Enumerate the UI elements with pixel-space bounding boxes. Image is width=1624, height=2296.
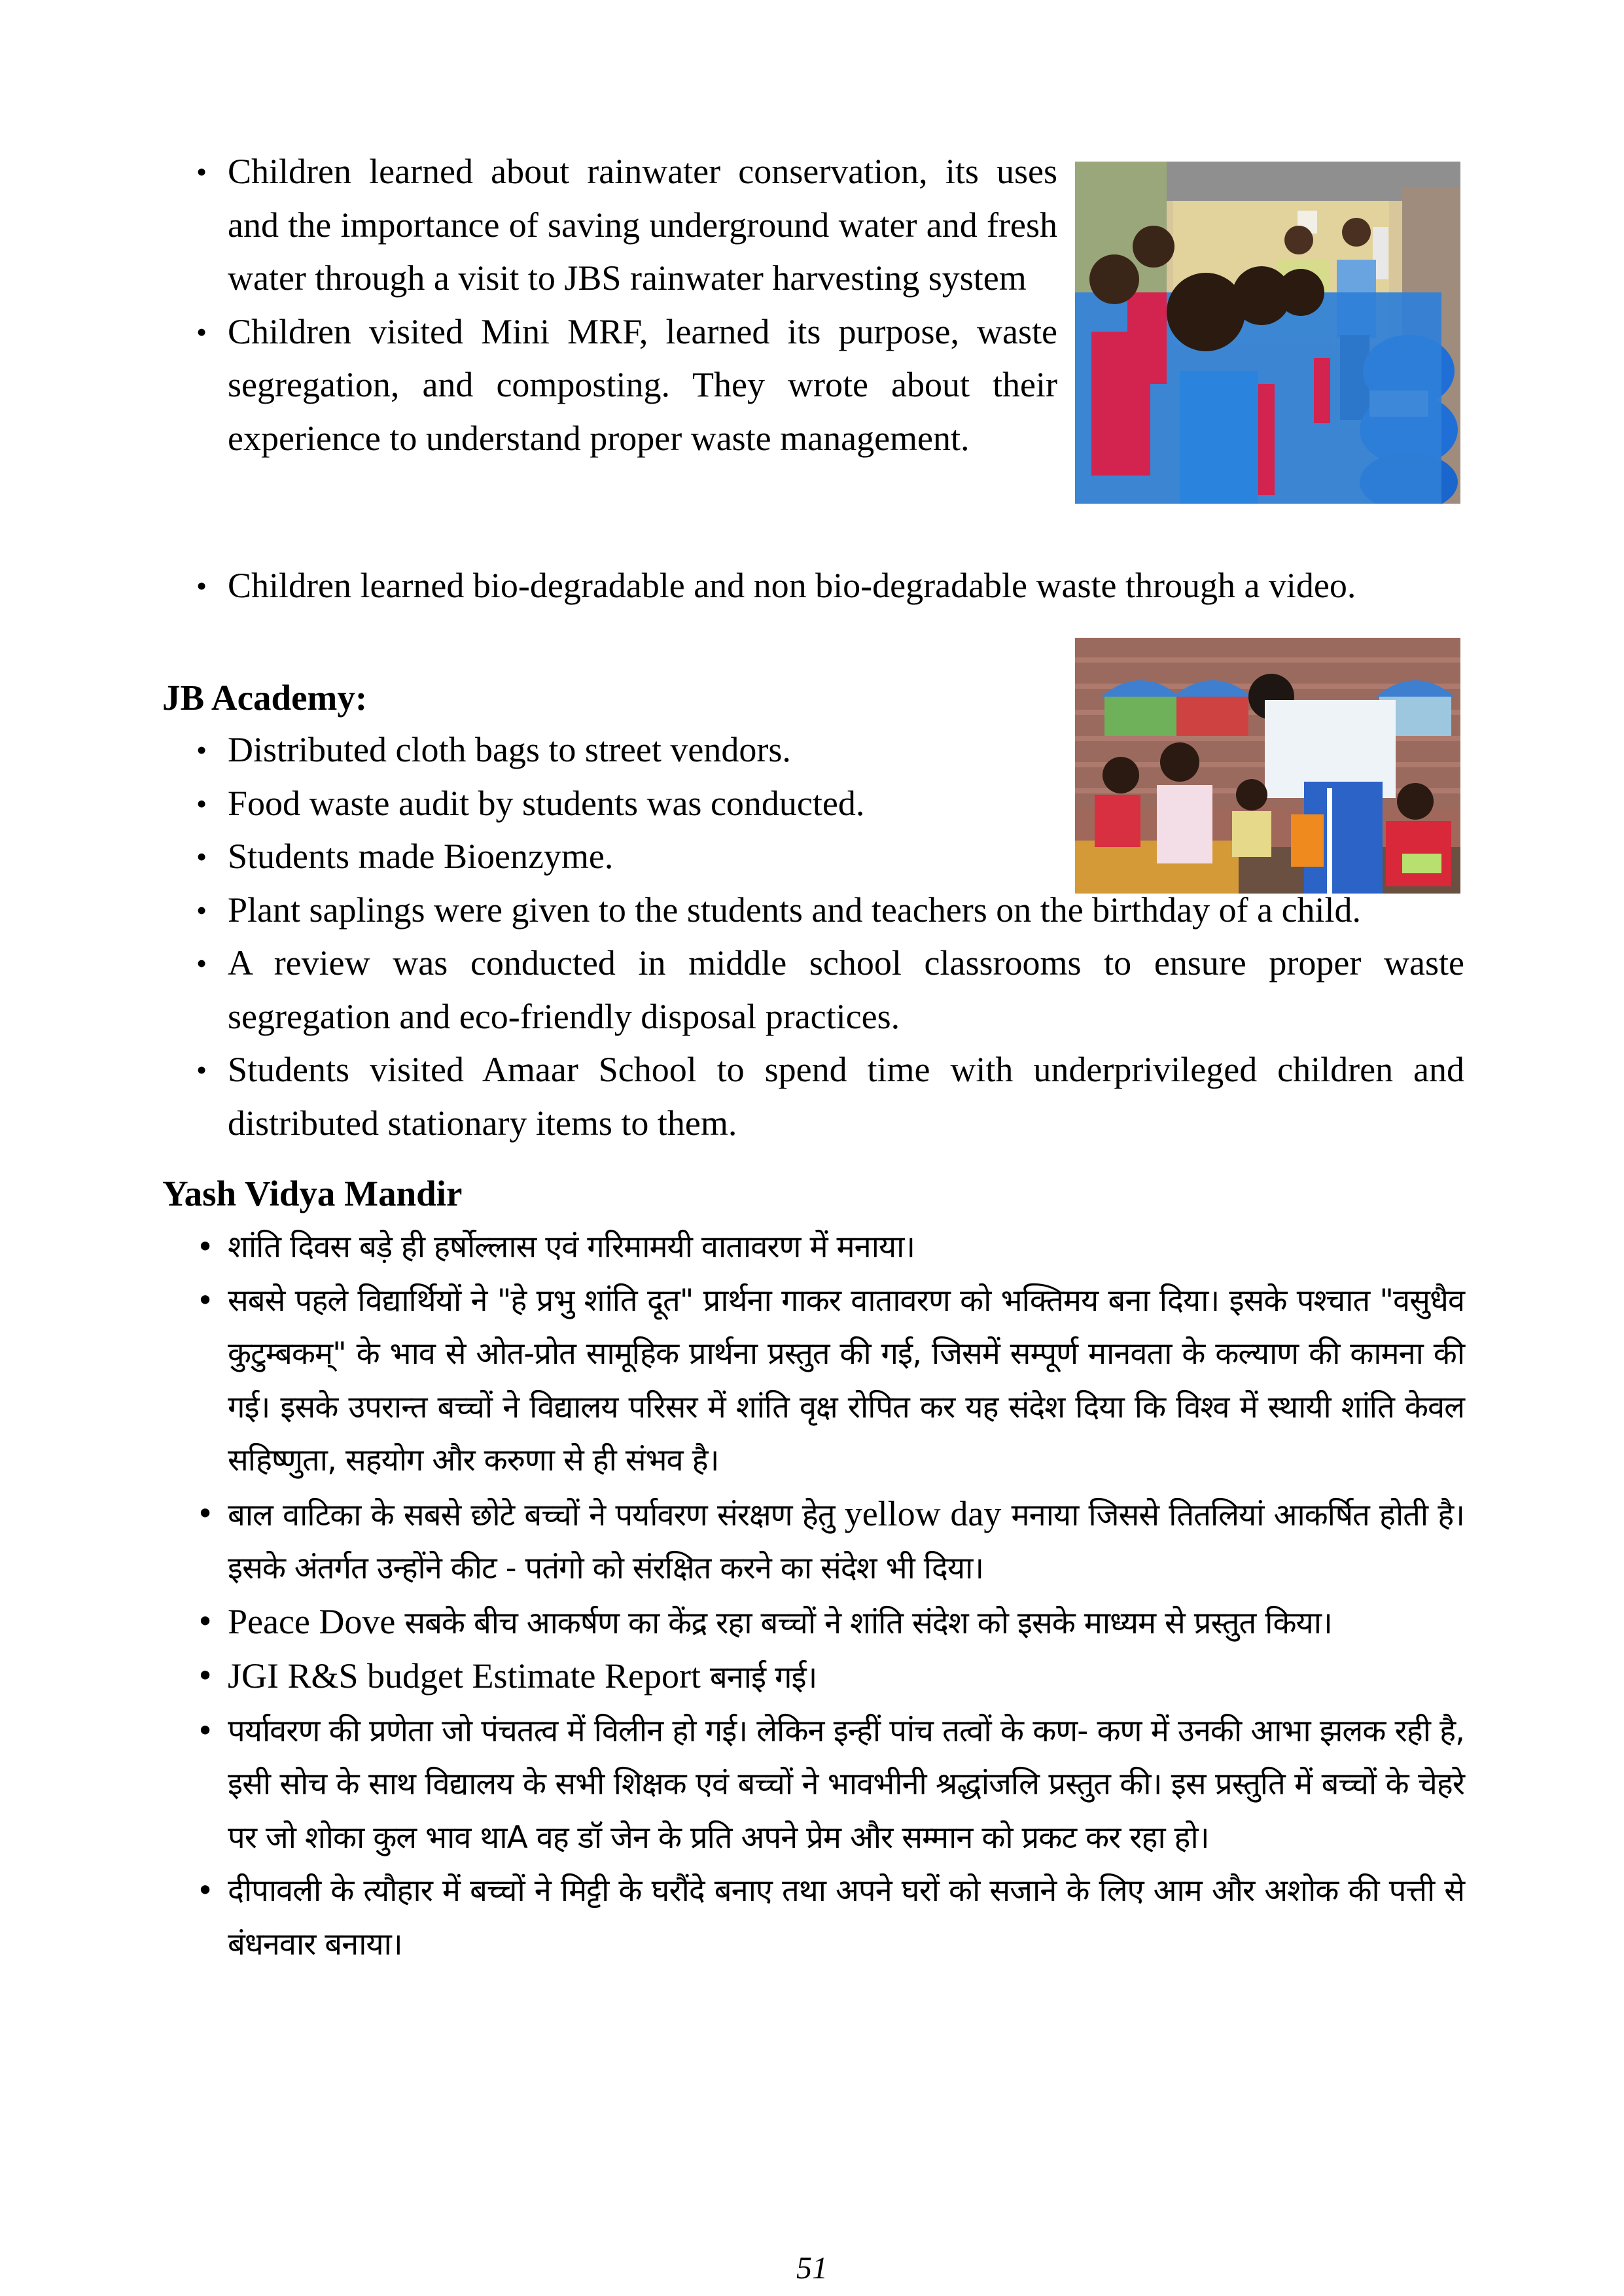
intro-bullets-full-width [162,559,1464,613]
bullet-icon: • [196,1713,214,1748]
list-item: • JGI R&S budget Estimate Report बनाई गई। [162,1650,1464,1705]
bullet-icon: • [196,1282,214,1318]
list-item: • Distributed cloth bags to street vendors. [162,723,1464,777]
section-heading-yash-vidya-mandir: Yash Vidya Mandir [162,1174,463,1213]
yash-vidya-mandir-bullets [162,1221,1464,1971]
photo-image [1075,162,1460,504]
list-item: • Children learned about rainwater conservation, its uses and the importance of saving underground water and fresh water through a visit to JBS rainwater harvesting system [162,145,1057,305]
bullet-icon: • [196,1495,214,1531]
photo-image [1075,638,1460,894]
list-item: • Children visited Mini MRF, learned its purpose, waste segregation, and composting. They wrote about their experience to understand proper waste management. [162,305,1057,466]
list-item: • Children learned bio-degradable and non bio-degradable waste through a video. [162,559,1464,613]
bullet-icon: • [196,1053,207,1087]
bullet-icon: • [196,569,207,602]
bullet-icon: • [196,893,207,927]
section-heading-jb-academy: JB Academy: [162,678,368,718]
bullet-icon: • [196,840,207,873]
page-number: 51 [796,2251,828,2286]
list-item: • शांति दिवस बड़े ही हर्षोल्लास एवं गरिमामयी वातावरण में मनाया। [162,1221,1464,1274]
bullet-icon: • [196,1873,214,1908]
bullet-icon: • [196,1603,214,1639]
mrf-visit-photo [1075,162,1460,504]
list-item: • A review was conducted in middle school classrooms to ensure proper waste segregation and eco-friendly disposal practices. [162,937,1464,1043]
list-item: • Peace Dove सबके बीच आकर्षण का केंद्र रहा बच्चों ने शांति संदेश को इसके माध्यम से प्रस्तुत किया। [162,1595,1464,1650]
list-item: • Students visited Amaar School to spend time with underprivileged children and distributed stationary items to them. [162,1043,1464,1150]
list-item: • Students made Bioenzyme. [162,830,1464,884]
bullet-icon: • [196,947,207,980]
bullet-icon: • [196,1229,214,1264]
intro-bullets [162,145,1057,465]
list-item: • सबसे पहले विद्यार्थियों ने "हे प्रभु शांति दूत" प्रार्थना गाकर वातावरण को भक्तिमय बना दिया। इसके पश्चात "वसुधैव कुटुम्बकम्" के भाव से ओत-प्रोत सामूहिक प्रार्थना प्रस्तुत की गई, जिसमें सम्पूर्ण मानवता के कल्याण की कामना की गई। इसके उपरान्त बच्चों ने विद्यालय परिसर में शांति वृक्ष रोपित कर यह संदेश दिया कि विश्व में स्थायी शांति केवल सहिष्णुता, सहयोग और करुणा से ही संभव है। [162,1274,1464,1487]
list-item: • पर्यावरण की प्रणेता जो पंचतत्व में विलीन हो गई। लेकिन इन्हीं पांच तत्वों के कण- कण में उनकी आभा झलक रही है, इसी सोच के साथ विद्यालय के सभी शिक्षक एवं बच्चों ने भावभीनी श्रद्धांजलि प्रस्तुत की। इस प्रस्तुति में बच्चों के चेहरे पर जो शोका कुल भाव थाA वह डॉ जेन के प्रति अपने प्रेम और सम्मान को प्रकट कर रहा हो। [162,1705,1464,1865]
list-item: • बाल वाटिका के सबसे छोटे बच्चों ने पर्यावरण संरक्षण हेतु yellow day मनाया जिससे तितलियां आकर्षित होती है। इसके अंतर्गत उन्होंने कीट - पतंगो को संरक्षित करने का संदेश भी दिया। [162,1487,1464,1595]
list-item: • Plant saplings were given to the students and teachers on the birthday of a child. [162,884,1464,937]
bullet-icon: • [196,733,207,767]
bullet-icon: • [196,155,207,188]
amaar-school-visit-photo [1075,638,1460,894]
bullet-icon: • [196,1658,214,1694]
bullet-icon: • [196,315,207,349]
list-item: • Food waste audit by students was conducted. [162,777,1464,831]
bullet-icon: • [196,786,207,820]
list-item: • दीपावली के त्यौहार में बच्चों ने मिट्टी के घरौंदे बनाए तथा अपने घरों को सजाने के लिए आम और अशोक की पत्ती से बंधनवार बनाया। [162,1864,1464,1971]
